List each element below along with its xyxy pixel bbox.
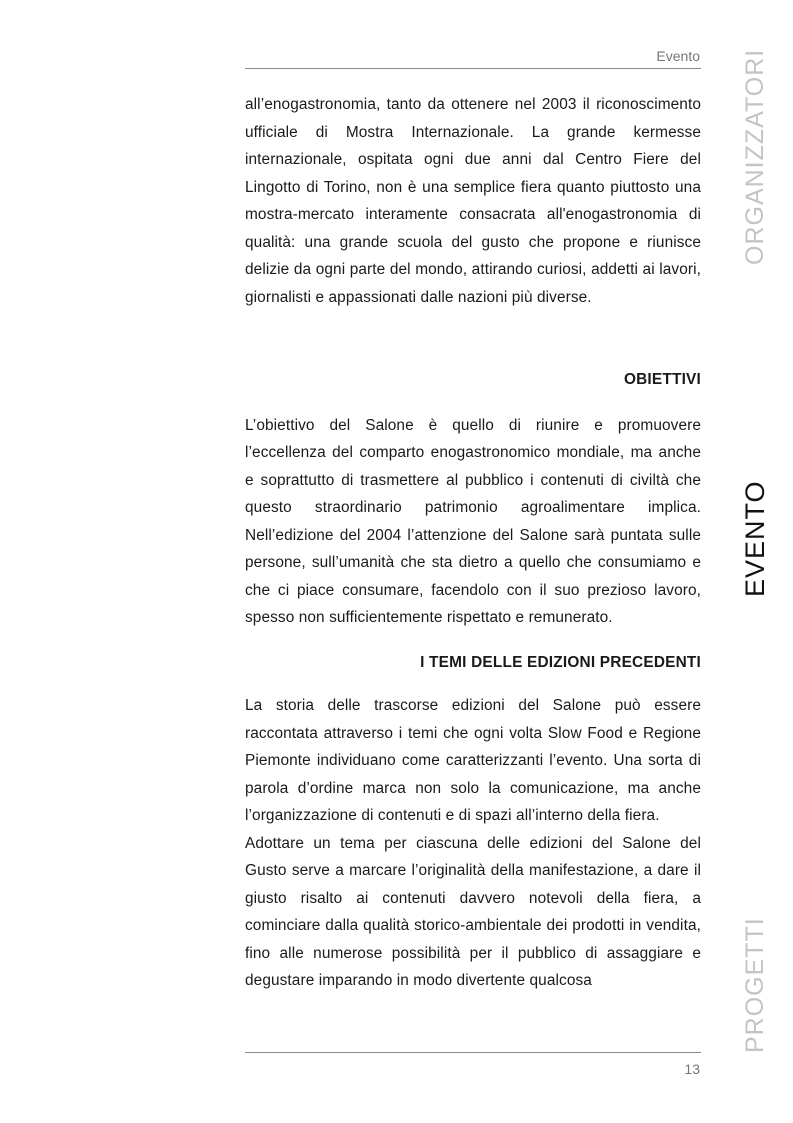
obiettivi-paragraph: L’obiettivo del Salone è quello di riunire e promuovere l’eccellenza del comparto enogastronomico mondiale, ma anche e soprattutto di trasmettere al pubblico i contenuti di civiltà che questo straordinario patrimonio agroalimentare implica. Nell’edizione del 2004 l’attenzione del Salone sarà puntata sulle persone, sull’umanità che sta dietro a quello che consumiamo e che ci piace consumare, facendolo con il suo prezioso lavoro, spesso non sufficientemente rispettato e remunerato. bbox=[245, 416, 701, 626]
page-number: 13 bbox=[684, 1061, 700, 1077]
page-content bbox=[245, 91, 701, 995]
header-rule bbox=[245, 68, 701, 69]
obiettivi-heading: OBIETTIVI bbox=[623, 371, 701, 388]
footer-rule bbox=[245, 1052, 701, 1053]
temi-paragraph-2: Adottare un tema per ciascuna delle edizioni del Salone del Gusto serve a marcare l’originalità della manifestazione, a dare il giusto risalto ai contenuti davvero notevoli della fiera, a cominciare dalla qualità storico-ambientale dei prodotti in vendita, fino alle numerose possibilità per il pubblico di assaggiare e degustare imparando in modo divertente qualcosa bbox=[245, 834, 701, 989]
side-tab-organizzatori: ORGANIZZATORI bbox=[741, 48, 769, 265]
intro-paragraph: all’enogastronomia, tanto da ottenere nel 2003 il riconoscimento ufficiale di Mostra Internazionale. La grande kermesse internazionale, ospitata ogni due anni dal Centro Fiere del Lingotto di Torino, non è una semplice fiera quanto piuttosto una mostra-mercato interamente consacrata all'enogastronomia di qualità: una grande scuola del gusto che propone e riunisce delizie da ogni parte del mondo, attirando curiosi, addetti ai lavori, giornalisti e appassionati dalle nazioni più diverse. bbox=[245, 96, 701, 306]
side-tab-progetti: PROGETTI bbox=[741, 917, 769, 1053]
side-tab-evento: EVENTO bbox=[740, 480, 770, 597]
header-section-label: Evento bbox=[656, 48, 700, 64]
temi-heading: I TEMI DELLE EDIZIONI PRECEDENTI bbox=[420, 653, 701, 671]
temi-paragraph-1: La storia delle trascorse edizioni del Salone può essere raccontata attraverso i temi che ogni volta Slow Food e Regione Piemonte individuano come caratterizzanti l’evento. Una sorta di parola d’ordine marca non solo la comunicazione, ma anche l’organizzazione di contenuti e di spazi all’interno della fiera. bbox=[245, 697, 701, 824]
